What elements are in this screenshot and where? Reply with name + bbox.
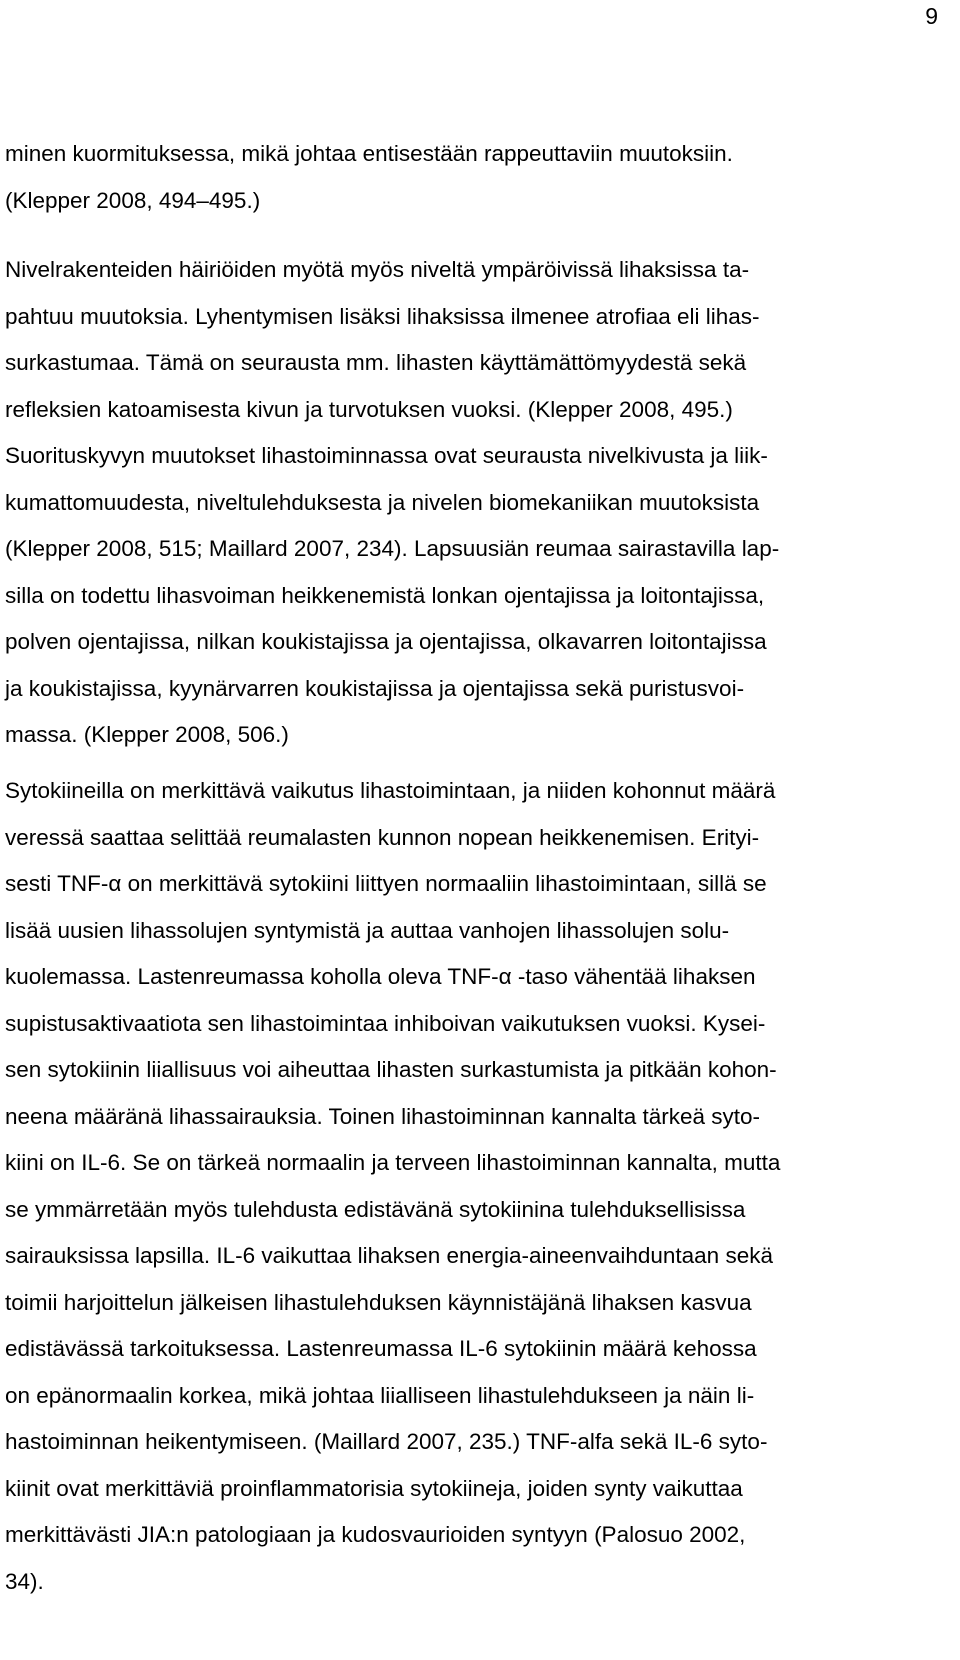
text-line: kumattomuudesta, niveltulehduksesta ja nivelen biomekaniikan muutoksista bbox=[5, 489, 760, 515]
text-line: kiini on IL-6. Se on tärkeä normaalin ja terveen lihastoiminnan kannalta, mutta bbox=[5, 1150, 781, 1175]
text-line: 34). bbox=[5, 1568, 44, 1594]
text-line: polven ojentajissa, nilkan koukistajissa ja ojentajissa, olkavarren loitontajissa bbox=[5, 629, 767, 654]
text-line: massa. (Klepper 2008, 506.) bbox=[5, 722, 289, 747]
text-line: (Klepper 2008, 515; Maillard 2007, 234). Lapsuusiän reumaa sairastavilla lap- bbox=[5, 536, 780, 561]
text-line: toimii harjoittelun jälkeisen lihastulehduksen käynnistäjänä lihaksen kasvua bbox=[5, 1289, 752, 1315]
text-line: se ymmärretään myös tulehdusta edistävänä sytokiinina tulehduksellisissa bbox=[5, 1196, 746, 1222]
text-line: sen sytokiinin liiallisuus voi aiheuttaa lihasten surkastumista ja pitkään kohon- bbox=[5, 1057, 777, 1082]
text-line: surkastumaa. Tämä on seurausta mm. lihasten käyttämättömyydestä sekä bbox=[5, 350, 747, 375]
text-line: (Klepper 2008, 494–495.) bbox=[5, 187, 261, 213]
paragraph-3 bbox=[5, 768, 780, 1605]
text-line: supistusaktivaatiota sen lihastoimintaa inhiboivan vaikutuksen vuoksi. Kysei- bbox=[5, 1010, 766, 1036]
text-line: refleksien katoamisesta kivun ja turvotuksen vuoksi. (Klepper 2008, 495.) bbox=[5, 396, 733, 422]
text-line: neena määränä lihassairauksia. Toinen lihastoiminnan kannalta tärkeä syto- bbox=[5, 1103, 761, 1129]
text-line: sesti TNF-α on merkittävä sytokiini liittyen normaaliin lihastoimintaan, sillä se bbox=[5, 871, 767, 896]
paragraph-2 bbox=[5, 247, 779, 759]
text-line: lisää uusien lihassolujen syntymistä ja auttaa vanhojen lihassolujen solu- bbox=[5, 917, 730, 943]
text-line: silla on todettu lihasvoiman heikkenemistä lonkan ojentajissa ja loitontajissa, bbox=[5, 582, 765, 608]
text-line: Suorituskyvyn muutokset lihastoiminnassa ovat seurausta nivelkivusta ja liik- bbox=[5, 443, 768, 468]
page-number: 9 bbox=[925, 3, 938, 29]
text-line: hastoiminnan heikentymiseen. (Maillard 2007, 235.) TNF-alfa sekä IL-6 syto- bbox=[5, 1429, 768, 1454]
text-line: edistävässä tarkoituksessa. Lastenreumassa IL-6 sytokiinin määrä kehossa bbox=[5, 1336, 757, 1361]
text-line: minen kuormituksessa, mikä johtaa entisestään rappeuttaviin muutoksiin. bbox=[5, 141, 733, 166]
text-line: Nivelrakenteiden häiriöiden myötä myös niveltä ympäröivissä lihaksissa ta- bbox=[5, 257, 750, 282]
text-line: Sytokiineilla on merkittävä vaikutus lihastoimintaan, ja niiden kohonnut määrä bbox=[5, 778, 776, 803]
text-line: kiinit ovat merkittäviä proinflammatorisia sytokiineja, joiden synty vaikuttaa bbox=[5, 1475, 743, 1501]
text-line: kuolemassa. Lastenreumassa koholla oleva TNF-α -taso vähentää lihaksen bbox=[5, 964, 756, 989]
text-line: pahtuu muutoksia. Lyhentymisen lisäksi lihaksissa ilmenee atrofiaa eli lihas- bbox=[5, 303, 760, 329]
paragraph-1 bbox=[5, 131, 733, 224]
text-line: veressä saattaa selittää reumalasten kunnon nopean heikkenemisen. Erityi- bbox=[5, 824, 760, 850]
text-line: sairauksissa lapsilla. IL-6 vaikuttaa lihaksen energia-aineenvaihduntaan sekä bbox=[5, 1243, 773, 1268]
text-line: ja koukistajissa, kyynärvarren koukistajissa ja ojentajissa sekä puristusvoi- bbox=[5, 675, 745, 701]
text-line: merkittävästi JIA:n patologiaan ja kudosvaurioiden syntyyn (Palosuo 2002, bbox=[5, 1522, 746, 1547]
text-line: on epänormaalin korkea, mikä johtaa liialliseen lihastulehdukseen ja näin li- bbox=[5, 1382, 755, 1408]
